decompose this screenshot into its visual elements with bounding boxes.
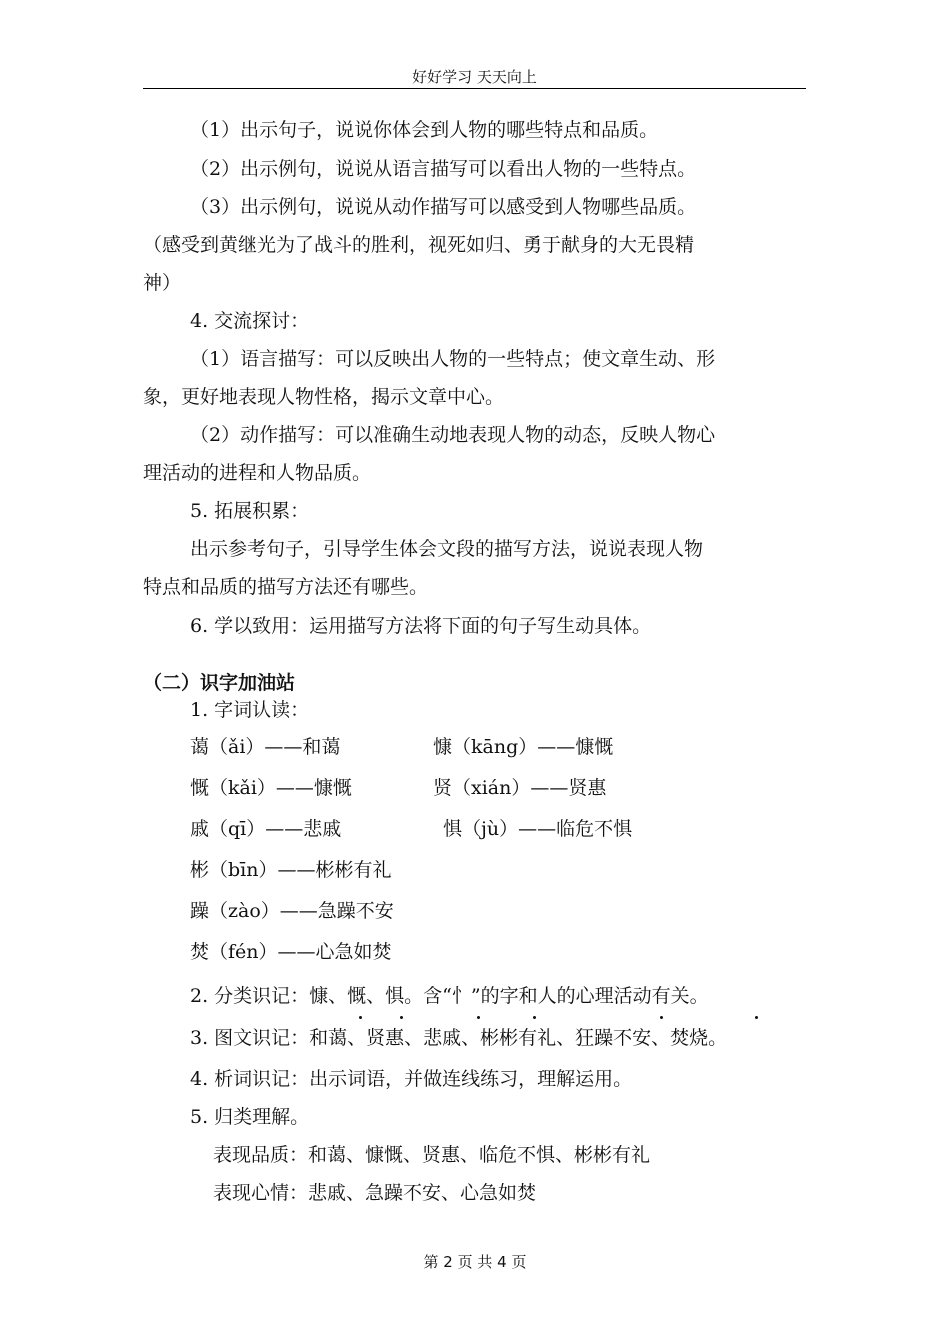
paragraph-line: 3. 图文识记：和蔼、贤惠、悲戚、彬彬有礼、狂躁不安、焚烧。 bbox=[190, 1027, 728, 1049]
emphasis-dot bbox=[755, 1016, 758, 1019]
paragraph-line: 象，更好地表现人物性格，揭示文章中心。 bbox=[143, 386, 505, 408]
paragraph-line: 神） bbox=[143, 272, 182, 294]
word-item: 惧（jù）——临危不惧 bbox=[443, 818, 633, 840]
word-item: 彬（bīn）——彬彬有礼 bbox=[190, 859, 392, 881]
word-item: 贤（xián）——贤惠 bbox=[433, 777, 607, 799]
paragraph-line: （3）出示例句，说说从动作描写可以感受到人物哪些品质。 bbox=[190, 196, 697, 218]
paragraph-line: 表现心情：悲戚、急躁不安、心急如焚 bbox=[213, 1182, 537, 1204]
emphasis-dot bbox=[400, 1016, 403, 1019]
paragraph-line: 6. 学以致用：运用描写方法将下面的句子写生动具体。 bbox=[190, 615, 652, 637]
paragraph-line: （2）出示例句，说说从语言描写可以看出人物的一些特点。 bbox=[190, 158, 697, 180]
paragraph-line: 1. 字词认读： bbox=[190, 699, 310, 721]
word-item: 躁（zào）——急躁不安 bbox=[190, 900, 394, 922]
section-heading: （二）识字加油站 bbox=[143, 672, 296, 694]
header-rule bbox=[143, 88, 806, 89]
paragraph-line: 5. 归类理解。 bbox=[190, 1106, 310, 1128]
emphasis-dot bbox=[533, 1016, 536, 1019]
word-item: 慨（kǎi）——慷慨 bbox=[190, 777, 352, 799]
page-footer: 第 2 页 共 4 页 bbox=[423, 1253, 527, 1271]
paragraph-line: 表现品质：和蔼、慷慨、贤惠、临危不惧、彬彬有礼 bbox=[213, 1144, 651, 1166]
paragraph-line: 特点和品质的描写方法还有哪些。 bbox=[143, 576, 429, 598]
paragraph-line: 4. 析词识记：出示词语，并做连线练习，理解运用。 bbox=[190, 1068, 633, 1090]
paragraph-line: 2. 分类识记：慷、慨、惧。含“忄”的字和人的心理活动有关。 bbox=[190, 985, 709, 1007]
paragraph-line: （1）出示句子，说说你体会到人物的哪些特点和品质。 bbox=[190, 119, 659, 141]
paragraph-line: 理活动的进程和人物品质。 bbox=[143, 462, 372, 484]
emphasis-dot bbox=[477, 1016, 480, 1019]
word-item: 慷（kāng）——慷慨 bbox=[433, 736, 614, 758]
paragraph-line: 5. 拓展积累： bbox=[190, 500, 310, 522]
paragraph-line: （1）语言描写：可以反映出人物的一些特点；使文章生动、形 bbox=[190, 348, 716, 370]
word-item: 焚（fén）——心急如焚 bbox=[190, 941, 392, 963]
paragraph-line: （感受到黄继光为了战斗的胜利，视死如归、勇于献身的大无畏精 bbox=[143, 234, 695, 256]
emphasis-dot bbox=[359, 1016, 362, 1019]
page-header: 好好学习 天天向上 bbox=[412, 68, 537, 86]
word-item: 蔼（ǎi）——和蔼 bbox=[190, 736, 341, 758]
word-item: 戚（qī）——悲戚 bbox=[190, 818, 342, 840]
paragraph-line: 4. 交流探讨： bbox=[190, 310, 310, 332]
paragraph-line: 出示参考句子，引导学生体会文段的描写方法，说说表现人物 bbox=[190, 538, 704, 560]
emphasis-dot bbox=[660, 1016, 663, 1019]
paragraph-line: （2）动作描写：可以准确生动地表现人物的动态，反映人物心 bbox=[190, 424, 716, 446]
